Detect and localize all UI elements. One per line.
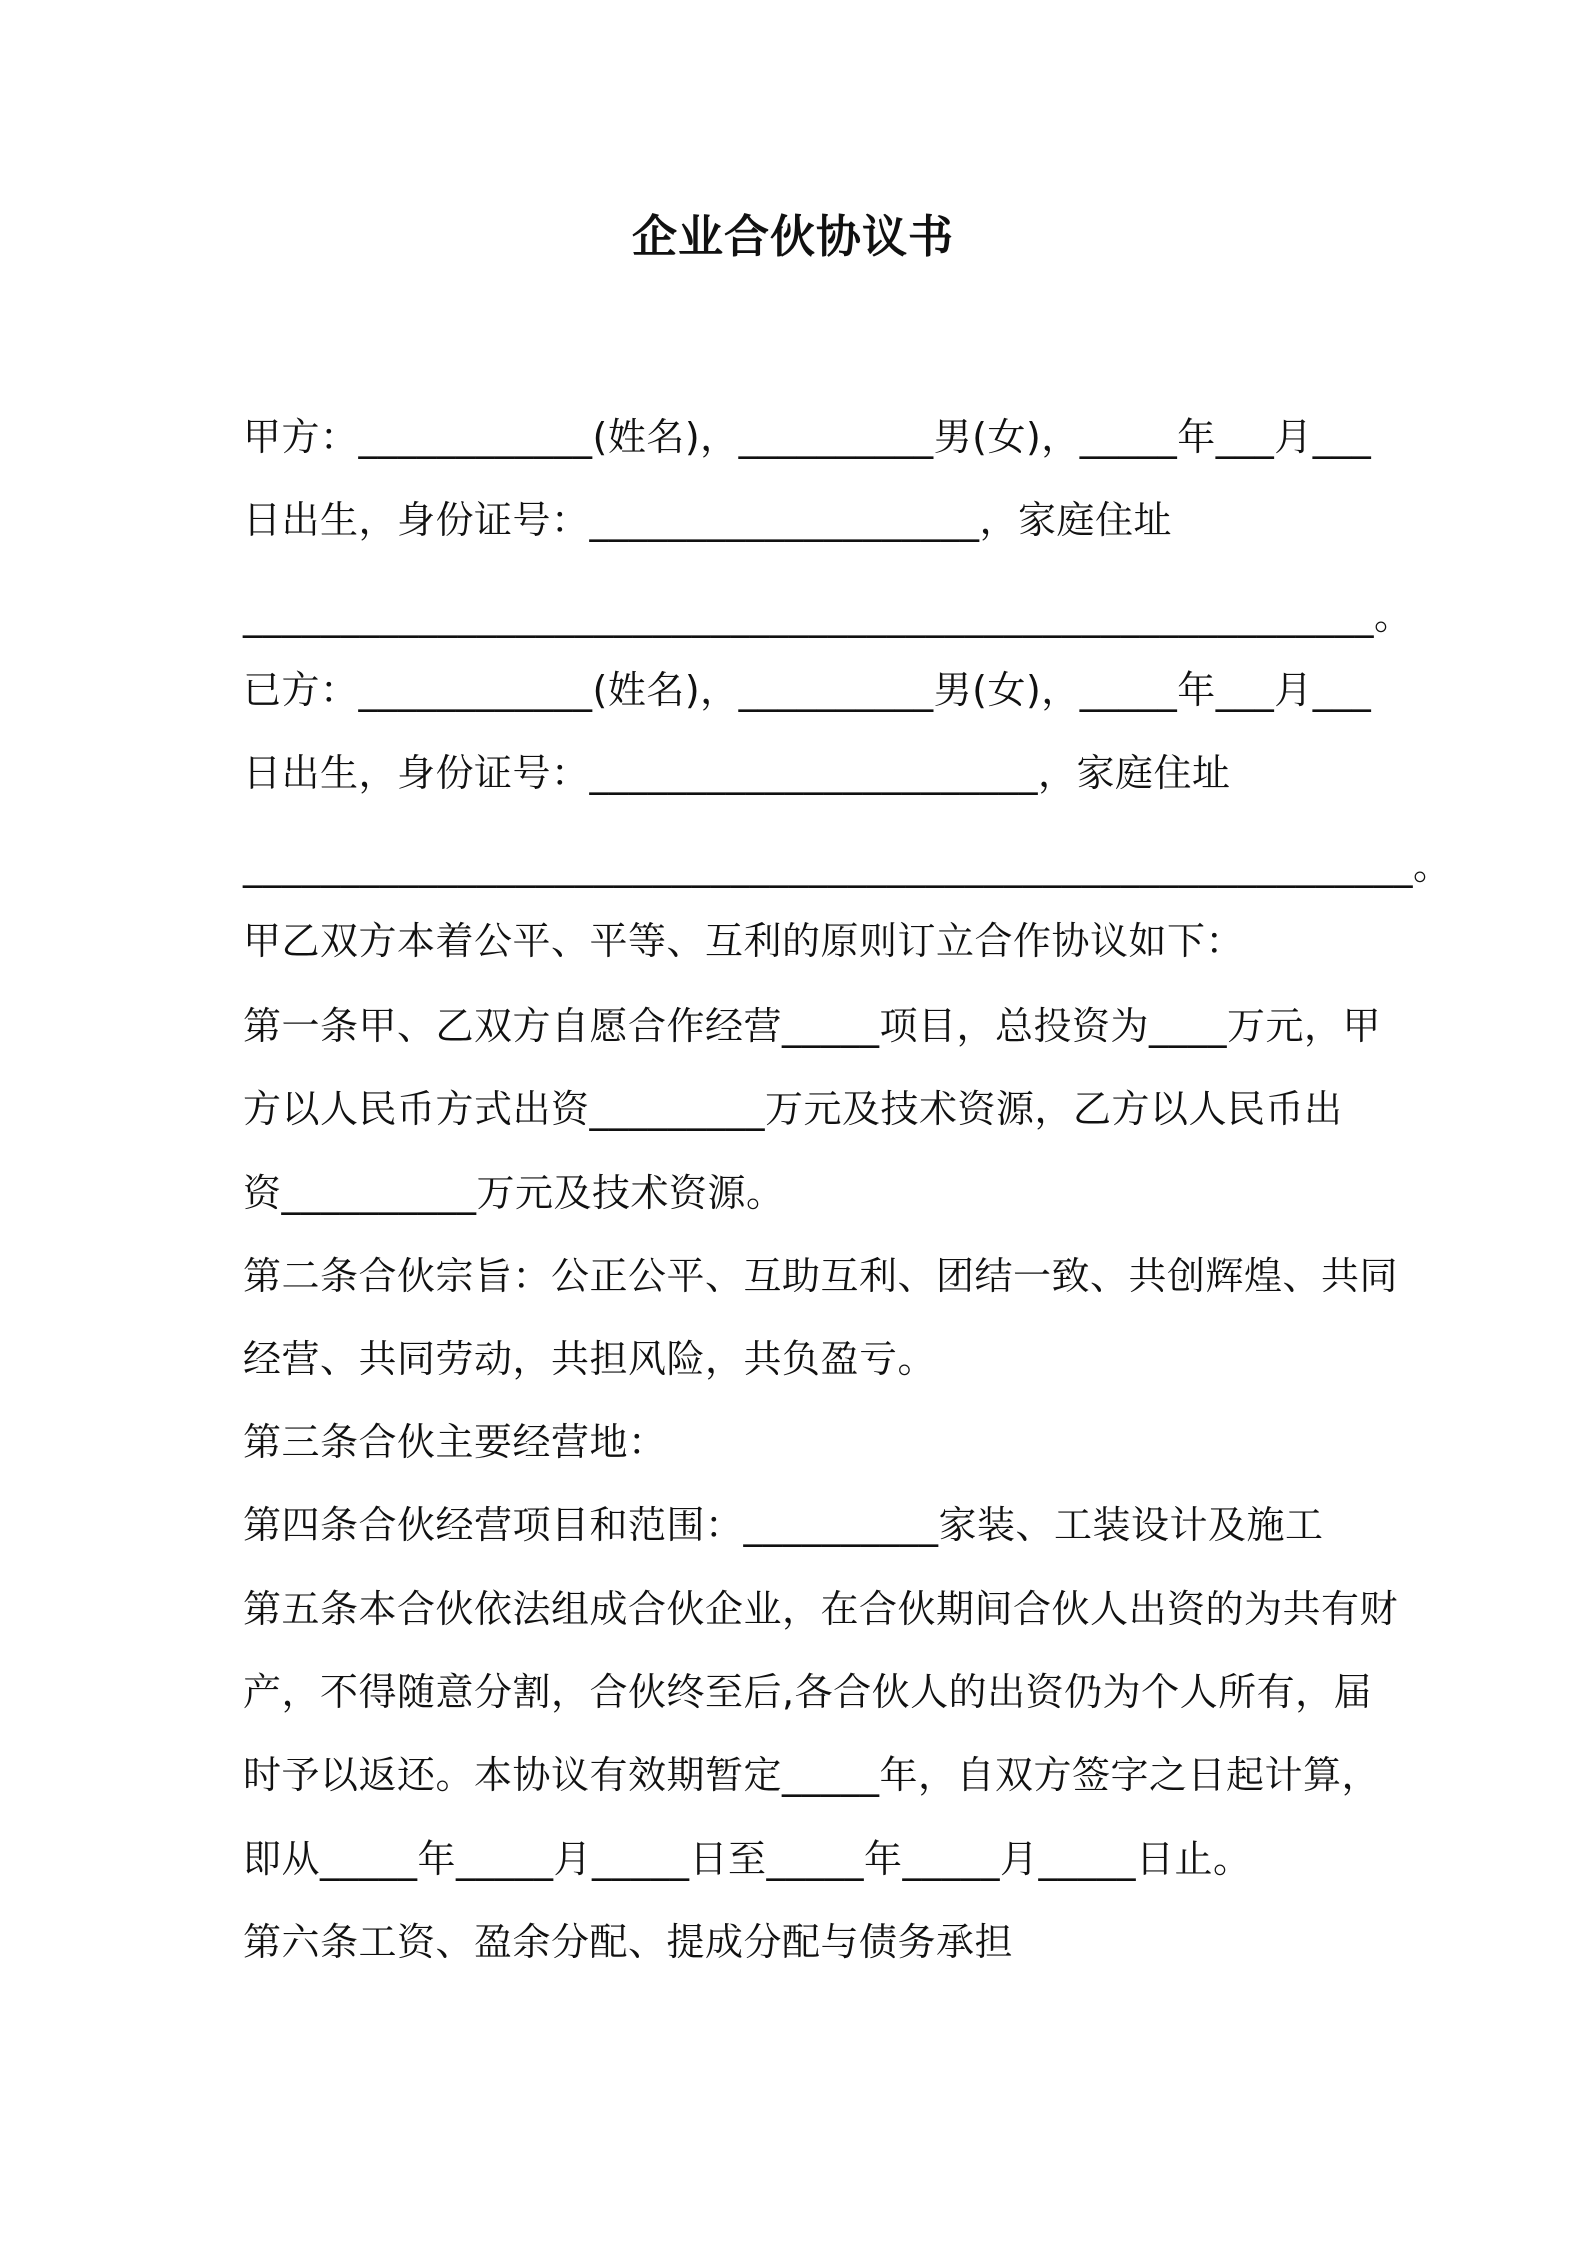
article-6-heading: 第六条工资、盈余分配、提成分配与债务承担 bbox=[243, 1920, 1014, 1964]
preamble-line: 甲乙双方本着公平、平等、互利的原则订立合作协议如下： bbox=[243, 919, 1245, 963]
article-4-line: 第四条合伙经营项目和范围：__________家装、工装设计及施工 bbox=[243, 1503, 1324, 1547]
article-1-line-1: 第一条甲、乙双方自愿合作经营_____项目，总投资为____万元，甲 bbox=[243, 1004, 1382, 1048]
article-3-line: 第三条合伙主要经营地： bbox=[243, 1420, 667, 1464]
party-a-line-2: 日出生，身份证号：____________________，家庭住址 bbox=[243, 498, 1173, 542]
article-5-line-2: 产，不得随意分割，合伙终至后,各合伙人的出资仍为个人所有，届 bbox=[243, 1670, 1373, 1714]
article-5-line-3: 时予以返还。本协议有效期暂定_____年，自双方签字之日起计算， bbox=[243, 1753, 1381, 1797]
party-a-line-3: __________________________________________________________。 bbox=[243, 594, 1413, 638]
party-a-line-1: 甲方：____________(姓名)，__________男(女)，_____年___月___ bbox=[243, 415, 1372, 459]
article-1-line-3: 资__________万元及技术资源。 bbox=[243, 1171, 785, 1215]
article-2-line-1: 第二条合伙宗旨：公正公平、互助互利、团结一致、共创辉煌、共同 bbox=[243, 1254, 1399, 1298]
document-title: 企业合伙协议书 bbox=[631, 210, 954, 263]
article-1-line-2: 方以人民币方式出资_________万元及技术资源，乙方以人民币出 bbox=[243, 1087, 1343, 1131]
article-2-line-2: 经营、共同劳动，共担风险，共负盈亏。 bbox=[243, 1337, 937, 1381]
party-b-line-2: 日出生，身份证号：_______________________，家庭住址 bbox=[243, 751, 1231, 795]
party-b-line-1: 已方：____________(姓名)，__________男(女)，_____年___月___ bbox=[243, 668, 1372, 712]
party-b-line-3: ____________________________________________________________。 bbox=[243, 844, 1452, 888]
article-5-line-1: 第五条本合伙依法组成合伙企业，在合伙期间合伙人出资的为共有财 bbox=[243, 1587, 1399, 1631]
article-5-line-4: 即从_____年_____月_____日至_____年_____月_____日止。 bbox=[243, 1837, 1252, 1881]
